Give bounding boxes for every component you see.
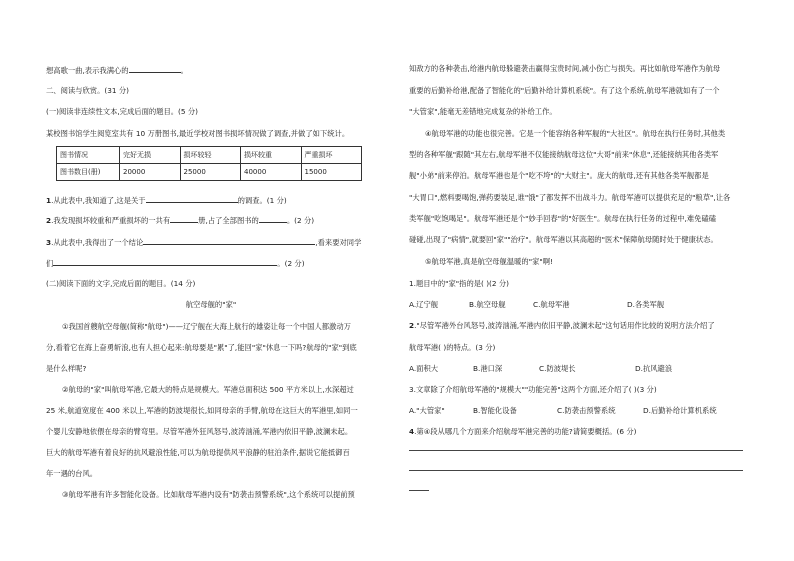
table-header-cell: 完好无损 <box>120 147 181 164</box>
table-row <box>57 147 362 164</box>
paragraph-5-line: ⑤航母军港,真是航空母舰温暖的"家"啊! <box>425 257 553 266</box>
paragraph-4-line: 类军舰"吃饱喝足"。航母军港还是个"妙手回春"的"好医生"。航母在执行任务的过程中,难免磕磕 <box>409 214 717 223</box>
answer-blank[interactable] <box>259 214 287 223</box>
question-r2: 2."尽管军港外台风怒号,波涛汹涌,军港内依旧平静,波澜未起"这句话用作比较的说明方法介绍了 <box>409 321 715 330</box>
question-r4: 4.第④段从哪几个方面来介绍航母军港完善的功能?请简要概括。(6 分) <box>409 427 637 436</box>
answer-blank[interactable] <box>146 194 238 203</box>
paragraph-3-line: 知敌方的各种袭击,给港内航母躲避袭击赢得宝贵时间,减小伤亡与损失。再比如航母军港作为航母 <box>409 64 721 73</box>
part-2-heading: (二)阅读下面的文字,完成后面的题目。(14 分) <box>46 279 196 288</box>
paragraph-3-line: ③航母军港有许多智能化设备。比如航母军港内设有"防袭击预警系统",这个系统可以提前预 <box>62 490 355 499</box>
paragraph-2-line: 年一遇的台风。 <box>46 469 98 478</box>
answer-line[interactable] <box>409 450 743 451</box>
paragraph-2-line: 25 米,航道宽度在 400 米以上,军港的防波堤很长,如同母亲的手臂,航母在这巨大的军港里,如同一 <box>46 406 358 415</box>
paragraph-2-line: ②航母的"家"叫航母军港,它最大的特点是规模大。军港总面积达 500 平方米以上,水深超过 <box>62 385 354 394</box>
question-r3: 3.文章除了介绍航母军港的"规模大""功能完善"这两个方面,还介绍了( )(3 分) <box>409 385 657 394</box>
answer-blank[interactable] <box>129 64 181 73</box>
table-row <box>57 164 362 181</box>
paragraph-4-line: "大胃口",燃料要喝饱,弹药要装足,谁"饿"了都发挥不出战斗力。航母军港可以提供充足的"粮草",让各 <box>409 193 731 202</box>
paragraph-4-line: 舰"小弟"前来停泊。航母军港也是个"吃不垮"的"大财主"。庞大的航母,还有其他各类军舰都是 <box>409 171 709 180</box>
survey-table <box>56 146 362 181</box>
option-d[interactable]: D.后勤补给计算机系统 <box>643 406 717 415</box>
paragraph-4-line: ④航母军港的功能也很完善。它是一个能容纳各种军舰的"大社区"。航母在执行任务时,其他类 <box>425 129 726 138</box>
option-b[interactable]: B.智能化设备 <box>473 406 517 415</box>
answer-line[interactable] <box>409 470 743 471</box>
paragraph-1-line: ①我国首艘航空母舰(简称"航母")——辽宁舰在大海上航行的雄姿让每一个中国人都激动万 <box>62 322 351 331</box>
table-cell: 25000 <box>180 164 241 181</box>
option-b[interactable]: B.航空母舰 <box>469 300 506 309</box>
question-2: 2.我发现损坏较重和严重损坏的一共有 册,占了全部图书的 。(2 分) <box>46 216 315 225</box>
option-c[interactable]: C.防袭击预警系统 <box>557 406 616 415</box>
option-a[interactable]: A.面积大 <box>409 364 439 373</box>
option-a[interactable]: A."大管家" <box>409 406 445 415</box>
survey-intro: 某校图书馆学生阅览室共有 10 万册图书,最近学校对图书损坏情况做了调查,并做了如下统计。 <box>46 129 350 138</box>
table-cell: 40000 <box>241 164 302 181</box>
answer-line[interactable] <box>409 490 429 491</box>
answer-blank[interactable] <box>170 214 198 223</box>
table-cell: 20000 <box>120 164 181 181</box>
paragraph-1-line: 是什么样呢? <box>46 364 87 373</box>
question-1: 1.从此表中,我知道了,这是关于 的调查。(1 分) <box>46 196 287 205</box>
answer-blank[interactable] <box>143 236 315 245</box>
paragraph-2-line: 个婴儿安静地依偎在母亲的臂弯里。尽管军港外狂风怒号,波涛汹涌,军港内依旧平静,波澜未起。 <box>46 427 353 436</box>
question-r1: 1.题目中的"家"指的是( )(2 分) <box>409 279 510 288</box>
table-header-cell: 图书情况 <box>57 147 120 164</box>
paragraph-4-line: 碰碰,出现了"病情",就要回"家""治疗"。航母军港以其高超的"医术"保障航母随时处于健康状态。 <box>409 235 718 244</box>
option-a[interactable]: A.辽宁舰 <box>409 300 439 309</box>
paragraph-4-line: 型的各种军舰"跟随"其左右,航母军港不仅能接纳航母这位"大哥"前来"休息",还能接纳其他各类军 <box>409 150 719 159</box>
table-header-cell: 损坏较轻 <box>180 147 241 164</box>
section-2-heading: 二、阅读与欣赏。(31 分) <box>46 86 129 95</box>
option-d[interactable]: D.各类军舰 <box>627 300 665 309</box>
table-row-label: 图书数目(册) <box>57 164 120 181</box>
option-d[interactable]: D.抗风避浪 <box>635 364 673 373</box>
paragraph-3-line: "大管家",能毫无差错地完成复杂的补给工作。 <box>409 107 557 116</box>
paragraph-1-line: 分,看着它在海上奋勇斩浪,也有人担心起来:航母要是"累"了,能回"家"休息一下吗?航母的"家"到底 <box>46 343 357 352</box>
question-3-cont: 们 。(2 分) <box>46 259 305 268</box>
table-header-cell: 严重损坏 <box>301 147 362 164</box>
option-b[interactable]: B.港口深 <box>473 364 503 373</box>
paragraph-2-line: 巨大的航母军港有着良好的抗风避浪性能,可以为航母提供风平浪静的驻泊条件,据说它能抵御百 <box>46 448 350 457</box>
table-header-cell: 损坏较重 <box>241 147 302 164</box>
article-title: 航空母舰的"家" <box>185 300 237 309</box>
answer-blank[interactable] <box>53 257 277 266</box>
fill-line-1: 想高歌一曲,表示我满心的 。 <box>46 66 188 75</box>
option-c[interactable]: C.航母军港 <box>533 300 570 309</box>
paragraph-3-line: 重要的后勤补给港,配备了智能化的"后勤补给计算机系统"。有了这个系统,航母军港就如有了一个 <box>409 86 720 95</box>
table-cell: 15000 <box>301 164 362 181</box>
question-r2-cont: 航母军港( )的特点。(3 分) <box>409 343 496 352</box>
part-1-heading: (一)阅读非连续性文本,完成后面的题目。(5 分) <box>46 107 199 116</box>
question-3: 3.从此表中,我得出了一个结论 ,看来要对同学 <box>46 238 362 247</box>
option-c[interactable]: C.防波堤长 <box>539 364 576 373</box>
